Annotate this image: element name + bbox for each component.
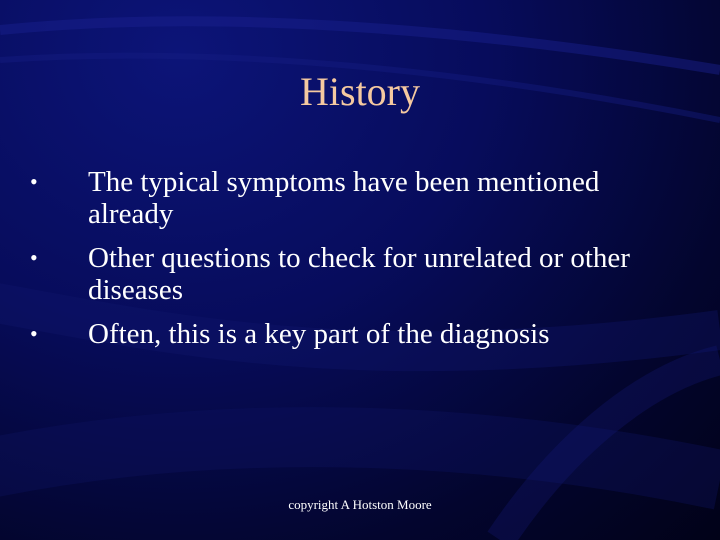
- bullet-list: [30, 166, 670, 362]
- bullet-icon: •: [30, 321, 38, 346]
- bullet-text: Often, this is a key part of the diagnosis: [88, 318, 550, 350]
- bullet-item: [30, 318, 670, 350]
- bullet-icon: •: [30, 169, 38, 194]
- bullet-item: [30, 166, 670, 230]
- bullet-text: The typical symptoms have been mentioned already: [88, 166, 600, 230]
- bullet-item: [30, 242, 670, 306]
- bullet-icon: •: [30, 245, 38, 270]
- copyright-footer: copyright A Hotston Moore: [288, 497, 432, 512]
- bullet-text: Other questions to check for unrelated or other diseases: [88, 242, 630, 306]
- slide-title: History: [300, 69, 420, 114]
